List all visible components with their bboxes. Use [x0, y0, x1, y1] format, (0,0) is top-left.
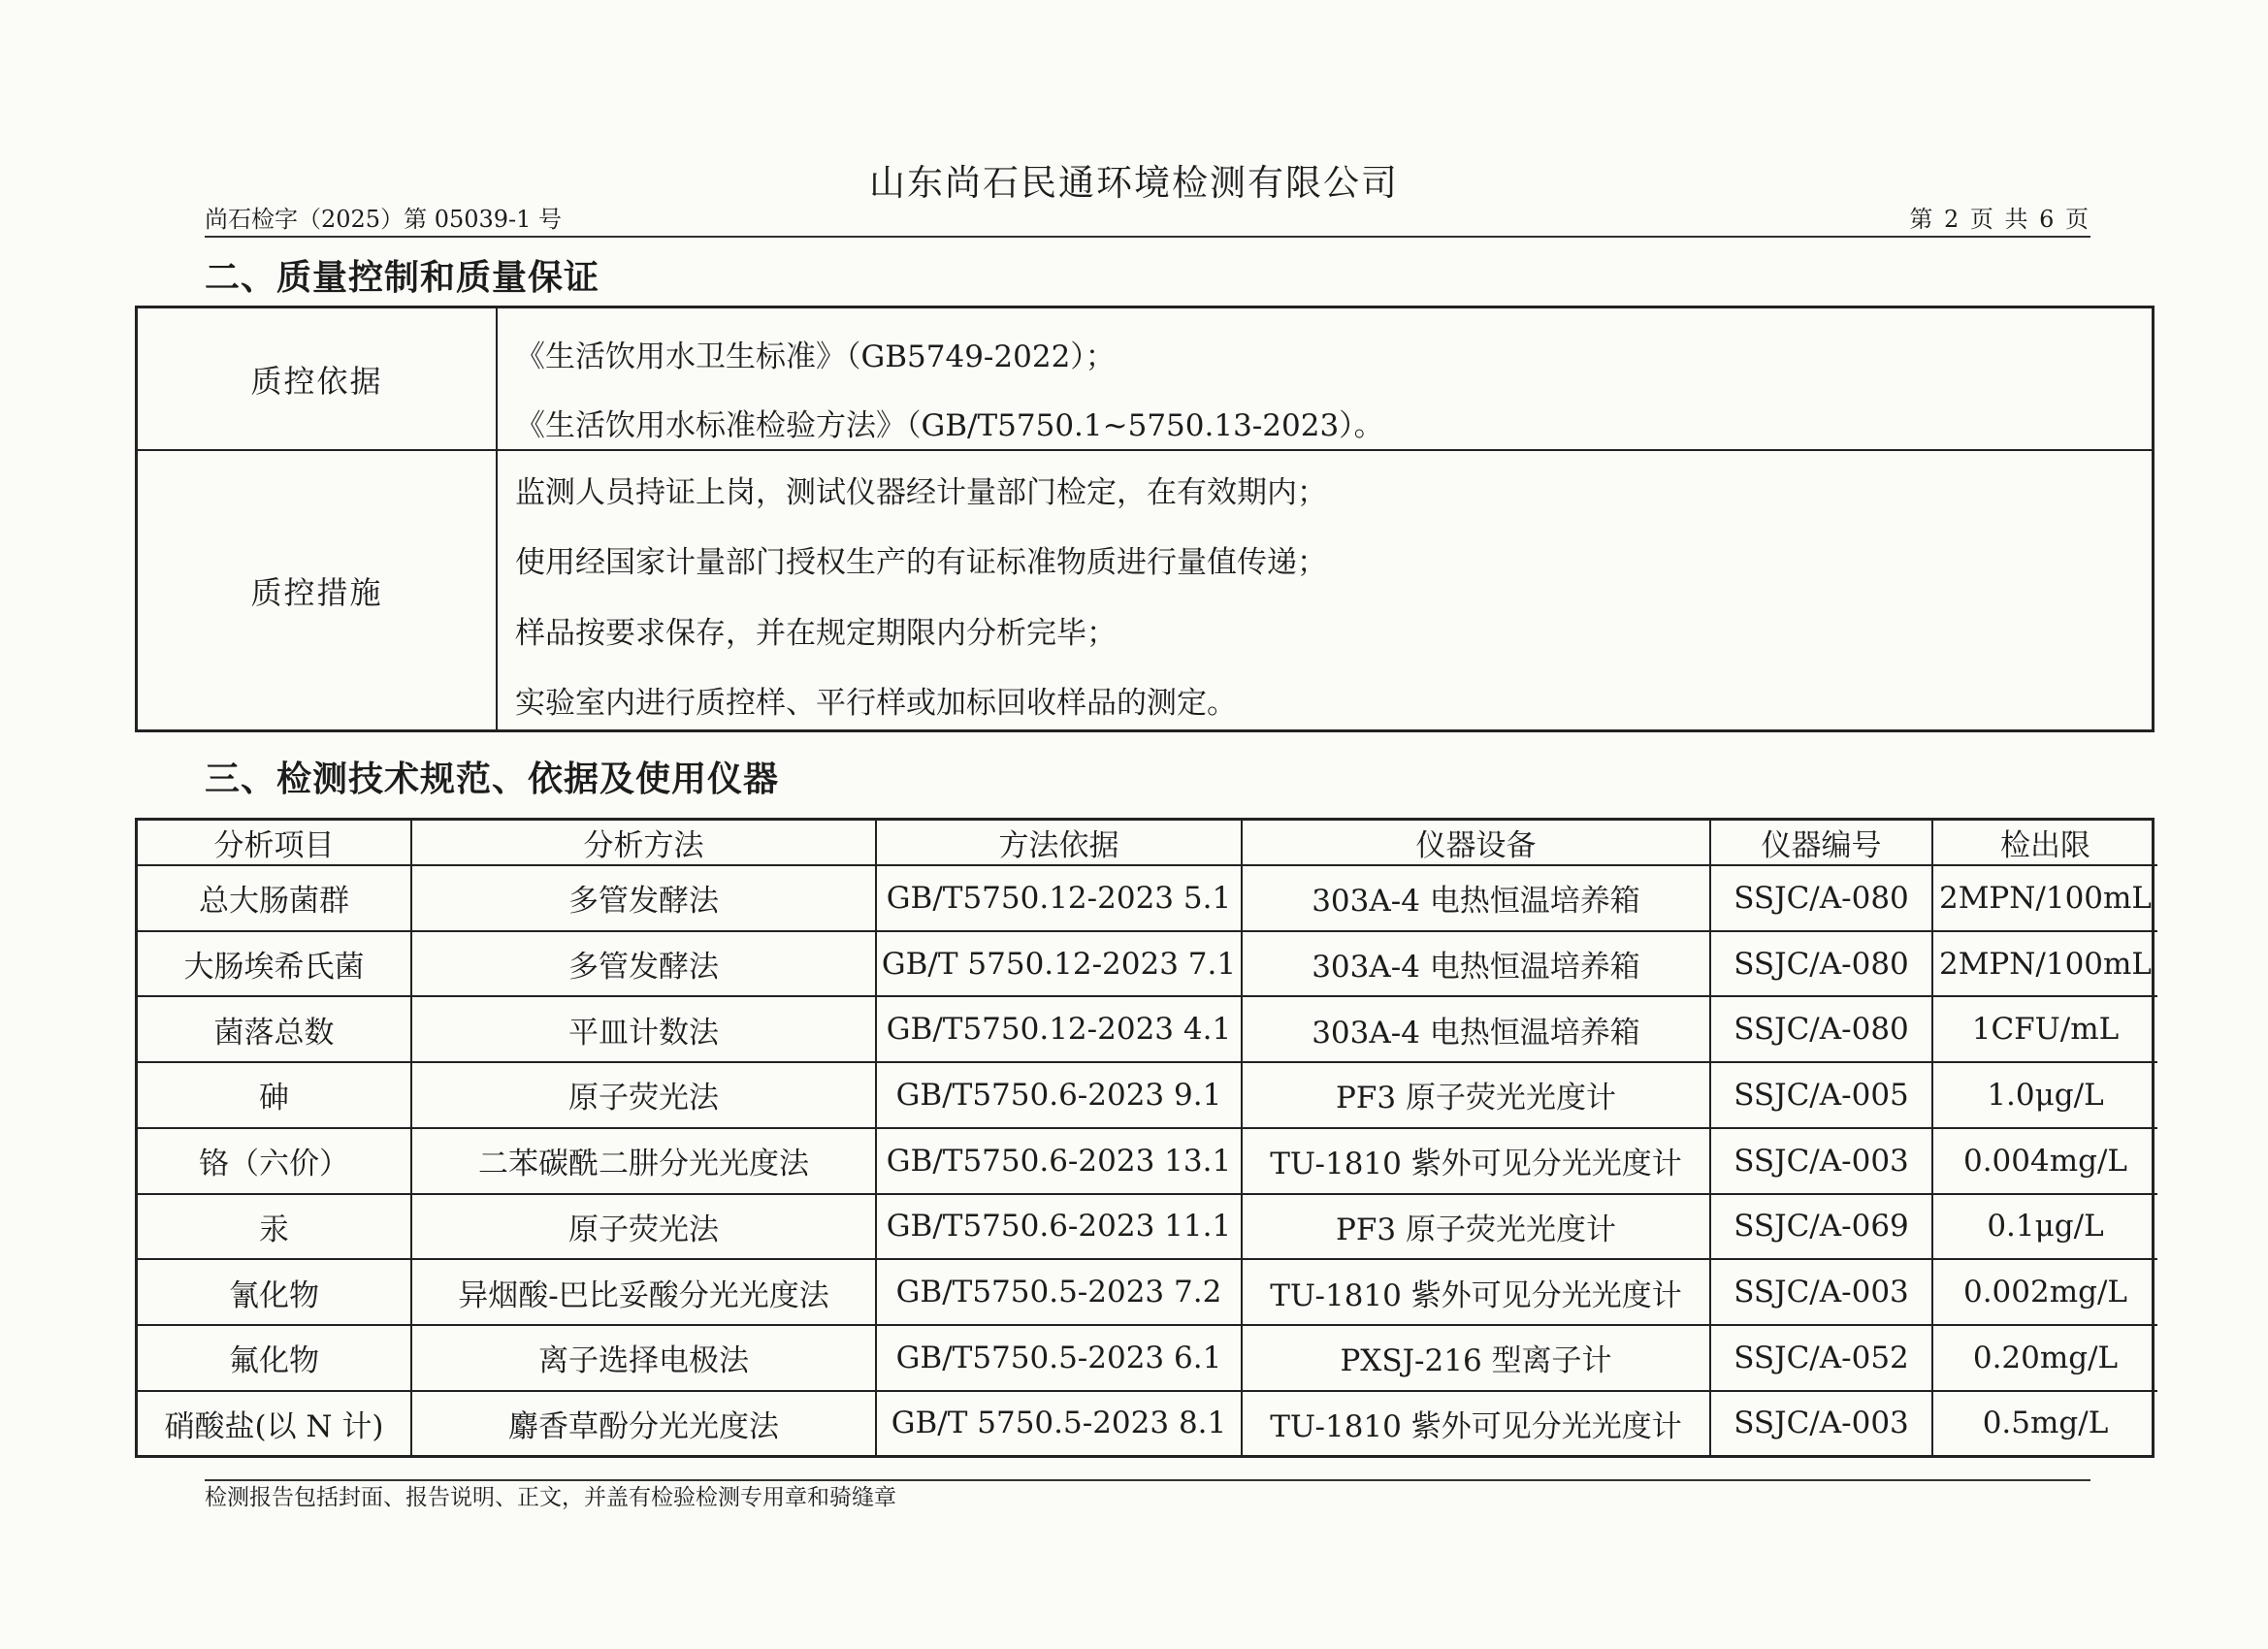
instrument-table-grid — [138, 821, 2157, 1455]
cell-instrument-no: SSJC/A-069 — [1710, 1194, 1932, 1260]
cell-method: 平皿计数法 — [411, 996, 876, 1062]
cell-instrument: PF3 原子荧光光度计 — [1242, 1194, 1710, 1260]
cell-basis: GB/T5750.12-2023 4.1 — [876, 996, 1242, 1062]
cell-instrument: TU-1810 紫外可见分光光度计 — [1242, 1391, 1710, 1455]
cell-item: 砷 — [138, 1062, 411, 1128]
table-row — [138, 931, 2157, 997]
cell-instrument: PF3 原子荧光光度计 — [1242, 1062, 1710, 1128]
table-header-row — [138, 821, 2157, 865]
qc-basis-line: 《生活饮用水标准检验方法》（GB/T5750.1~5750.13-2023）。 — [515, 408, 1384, 443]
qc-basis-label: 质控依据 — [138, 308, 498, 449]
cell-basis: GB/T5750.12-2023 5.1 — [876, 865, 1242, 931]
cell-basis: GB/T 5750.5-2023 8.1 — [876, 1391, 1242, 1455]
quality-control-table — [135, 306, 2155, 732]
cell-item: 菌落总数 — [138, 996, 411, 1062]
cell-instrument-no: SSJC/A-003 — [1710, 1128, 1932, 1194]
cell-basis: GB/T5750.6-2023 11.1 — [876, 1194, 1242, 1260]
table-row — [138, 1325, 2157, 1391]
cell-instrument-no: SSJC/A-005 — [1710, 1062, 1932, 1128]
qc-measures-line: 实验室内进行质控样、平行样或加标回收样品的测定。 — [515, 686, 1237, 721]
instrument-table — [135, 818, 2155, 1458]
cell-method: 麝香草酚分光光度法 — [411, 1391, 876, 1455]
table-row — [138, 865, 2157, 931]
cell-item: 氰化物 — [138, 1259, 411, 1325]
qc-basis-line: 《生活饮用水卫生标准》（GB5749-2022）； — [515, 340, 1116, 374]
cell-limit: 0.20mg/L — [1932, 1325, 2157, 1391]
cell-instrument-no: SSJC/A-003 — [1710, 1259, 1932, 1325]
qc-basis-content — [498, 308, 2152, 449]
cell-item: 大肠埃希氏菌 — [138, 931, 411, 997]
table-row — [138, 1259, 2157, 1325]
cell-basis: GB/T 5750.12-2023 7.1 — [876, 931, 1242, 997]
cell-instrument: TU-1810 紫外可见分光光度计 — [1242, 1259, 1710, 1325]
qc-measures-label: 质控措施 — [138, 451, 498, 729]
cell-instrument-no: SSJC/A-080 — [1710, 931, 1932, 997]
cell-instrument: 303A-4 电热恒温培养箱 — [1242, 996, 1710, 1062]
cell-instrument: 303A-4 电热恒温培养箱 — [1242, 865, 1710, 931]
table-row — [138, 996, 2157, 1062]
cell-basis: GB/T5750.6-2023 13.1 — [876, 1128, 1242, 1194]
company-name: 山东尚石民通环境检测有限公司 — [869, 162, 1399, 204]
cell-method: 异烟酸-巴比妥酸分光光度法 — [411, 1259, 876, 1325]
table-row — [138, 1128, 2157, 1194]
cell-method: 多管发酵法 — [411, 865, 876, 931]
qc-measures-line: 监测人员持证上岗，测试仪器经计量部门检定，在有效期内； — [515, 475, 1327, 510]
cell-instrument: 303A-4 电热恒温培养箱 — [1242, 931, 1710, 997]
header-analysis-item: 分析项目 — [138, 821, 411, 865]
cell-limit: 1CFU/mL — [1932, 996, 2157, 1062]
header-analysis-method: 分析方法 — [411, 821, 876, 865]
cell-instrument-no: SSJC/A-052 — [1710, 1325, 1932, 1391]
cell-item: 氟化物 — [138, 1325, 411, 1391]
page-number: 第 2 页 共 6 页 — [1909, 206, 2090, 233]
cell-limit: 0.002mg/L — [1932, 1259, 2157, 1325]
report-number: 尚石检字（2025）第 05039-1 号 — [205, 206, 563, 233]
section-3-title: 三、检测技术规范、依据及使用仪器 — [205, 760, 780, 799]
cell-basis: GB/T5750.5-2023 7.2 — [876, 1259, 1242, 1325]
cell-basis: GB/T5750.6-2023 9.1 — [876, 1062, 1242, 1128]
header-detection-limit: 检出限 — [1932, 821, 2157, 865]
footer-note: 检测报告包括封面、报告说明、正文，并盖有检验检测专用章和骑缝章 — [205, 1485, 896, 1510]
cell-method: 离子选择电极法 — [411, 1325, 876, 1391]
table-row — [138, 1062, 2157, 1128]
cell-instrument: PXSJ-216 型离子计 — [1242, 1325, 1710, 1391]
cell-instrument-no: SSJC/A-003 — [1710, 1391, 1932, 1455]
cell-item: 总大肠菌群 — [138, 865, 411, 931]
cell-instrument-no: SSJC/A-080 — [1710, 865, 1932, 931]
table-row — [138, 1194, 2157, 1260]
cell-instrument: TU-1810 紫外可见分光光度计 — [1242, 1128, 1710, 1194]
cell-limit: 0.1μg/L — [1932, 1194, 2157, 1260]
cell-item: 铬（六价） — [138, 1128, 411, 1194]
header-instrument-no: 仪器编号 — [1710, 821, 1932, 865]
qc-measures-row — [138, 451, 2152, 729]
cell-limit: 2MPN/100mL — [1932, 865, 2157, 931]
cell-limit: 2MPN/100mL — [1932, 931, 2157, 997]
qc-basis-row — [138, 308, 2152, 451]
cell-instrument-no: SSJC/A-080 — [1710, 996, 1932, 1062]
cell-limit: 0.5mg/L — [1932, 1391, 2157, 1455]
cell-basis: GB/T5750.5-2023 6.1 — [876, 1325, 1242, 1391]
cell-limit: 0.004mg/L — [1932, 1128, 2157, 1194]
cell-limit: 1.0μg/L — [1932, 1062, 2157, 1128]
qc-measures-content — [498, 451, 2152, 729]
cell-method: 原子荧光法 — [411, 1194, 876, 1260]
cell-item: 硝酸盐(以 N 计) — [138, 1391, 411, 1455]
header-divider — [205, 236, 2090, 238]
section-2-title: 二、质量控制和质量保证 — [205, 258, 600, 298]
header-method-basis: 方法依据 — [876, 821, 1242, 865]
cell-method: 二苯碳酰二肼分光光度法 — [411, 1128, 876, 1194]
qc-measures-line: 使用经国家计量部门授权生产的有证标准物质进行量值传递； — [515, 545, 1327, 580]
qc-measures-line: 样品按要求保存，并在规定期限内分析完毕； — [515, 616, 1117, 651]
cell-method: 多管发酵法 — [411, 931, 876, 997]
cell-item: 汞 — [138, 1194, 411, 1260]
cell-method: 原子荧光法 — [411, 1062, 876, 1128]
table-row — [138, 1391, 2157, 1455]
header-instrument: 仪器设备 — [1242, 821, 1710, 865]
